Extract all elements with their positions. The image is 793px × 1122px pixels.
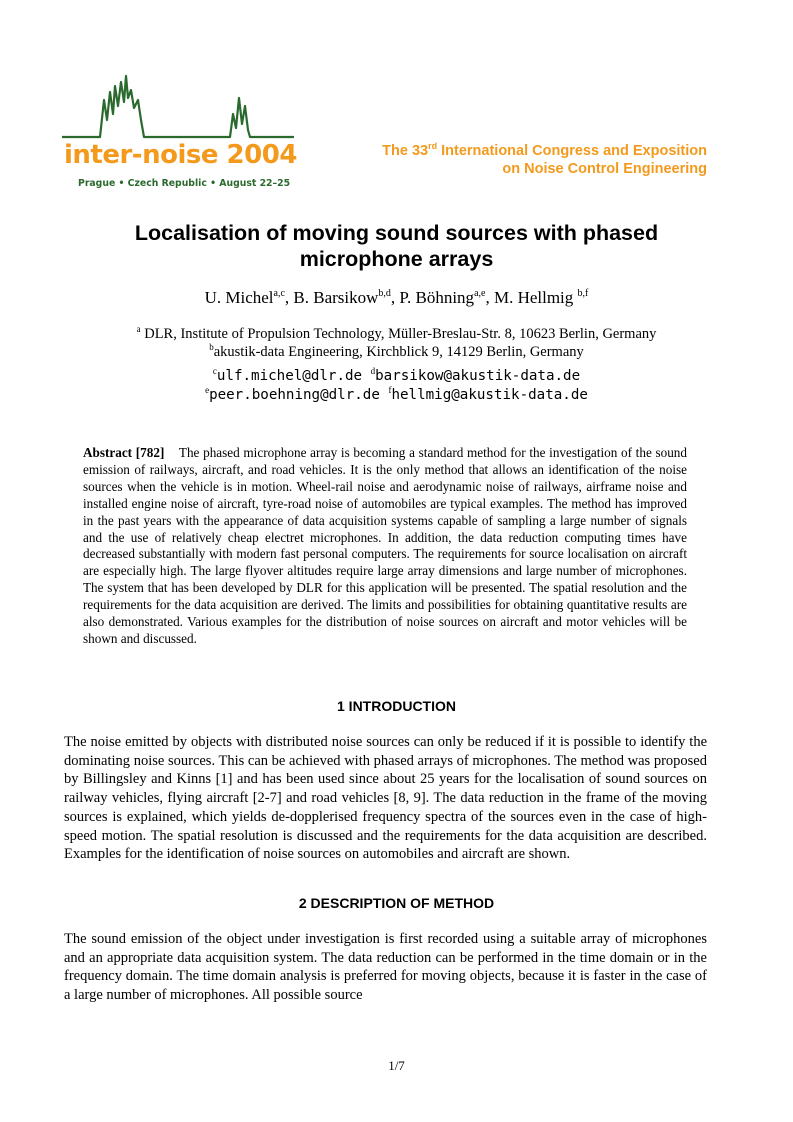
skyline-waveform-graphic: [62, 70, 294, 150]
author-list: [60, 288, 733, 308]
abstract-text: The phased microphone array is becoming a standard method for the investigation of the sound emission of railways, aircraft, and road vehicles. It is the only method that allows an identification of the noise sources when the vehicle is in motion. Wheel-rail noise and aerodynamic noise of railways, airframe noise and installed engine noise of aircraft, tyre-road noise of automobiles are typical examples. The method has improved in the past years with the appearance of data acquisition systems capable of sampling a large number of signals and the use of relatively cheap electret microphones. In addition, the data reduction computing times have decreased substantially with modern fast personal computers. The requirements for source localisation on aircraft are especially high. The large flyover altitudes require large array dimensions and large number of microphones. The system that has been developed by DLR for this application will be presented. The spatial resolution and the requirements for the data acquisition are derived. The limits and possibilities for obtaining quantitative results are also demonstrated. Various examples for the distribution of noise sources on aircraft and motor vehicles will be shown and discussed.: [83, 445, 687, 646]
section-heading: 1 INTRODUCTION: [337, 698, 456, 714]
abstract-label: Abstract [782]: [83, 445, 165, 460]
page-number: 1/7: [388, 1058, 405, 1073]
congress-line-1: The 33rd International Congress and Exposition: [382, 141, 707, 159]
email-link[interactable]: ulf.michel@dlr.de: [216, 368, 363, 384]
email-line-2: $^e$peer.boehning@dlr.de $^f$hellmig@akustik-data.de: [205, 385, 588, 403]
author: B. Barsikow$^{b,d}$,: [293, 288, 400, 307]
author: M. Hellmig $^{b,f}$: [493, 288, 589, 307]
email-link[interactable]: hellmig@akustik-data.de: [391, 387, 588, 403]
email-link[interactable]: barsikow@akustik-data.de: [375, 368, 581, 384]
congress-heading: [382, 142, 707, 178]
affiliation-b: $^b$akustik-data Engineering, Kirchblick 9, 14129 Berlin, Germany: [209, 342, 584, 360]
section-heading: 2 DESCRIPTION OF METHOD: [298, 895, 495, 911]
author: P. Böhning$^{a,e}$,: [399, 288, 494, 307]
conference-logo: [62, 70, 297, 192]
affiliation-a: $^a$ DLR, Institute of Propulsion Technology, Müller-Breslau-Str. 8, 10623 Berlin, Germany: [136, 324, 657, 342]
abstract: [83, 445, 687, 648]
paper-title: Localisation of moving sound sources with phased microphone arrays: [134, 221, 659, 271]
section-paragraph: The sound emission of the object under investigation is first recorded using a suitable array of microphones and an appropriate data acquisition system. The data reduction can be performed in the time domain or in the frequency domain. The time domain analysis is preferred for moving objects, because it is faster in the case of a large number of microphones. All possible source: [64, 931, 707, 1004]
congress-line-2: on Noise Control Engineering: [502, 161, 707, 177]
author: U. Michel$^{a,c}$,: [204, 288, 294, 307]
section-paragraph: The noise emitted by objects with distributed noise sources can only be reduced if it is possible to identify the dominating noise sources. This can be achieved with phased arrays of microphones. The method was proposed by Billingsley and Kinns [1] and has been used since about 25 years for the localisation of sound sources on railway vehicles, flying aircraft [2-7] and road vehicles [8, 9]. The data reduction in the frame of the moving sources is explained, which yields de-dopplerised frequency spectra of the sources even in the case of high-speed motion. The spatial resolution is discussed and the requirements for the data acquisition are described. Examples for the identification of noise sources on automobiles and aircraft are shown.: [64, 734, 707, 863]
email-line-1: $^c$ulf.michel@dlr.de $^d$barsikow@akustik-data.de: [212, 366, 581, 384]
logo-location-date: Prague • Czech Republic • August 22–25: [78, 178, 291, 189]
logo-wordmark: inter-noise 2004: [64, 140, 297, 170]
email-link[interactable]: peer.boehning@dlr.de: [209, 387, 380, 403]
